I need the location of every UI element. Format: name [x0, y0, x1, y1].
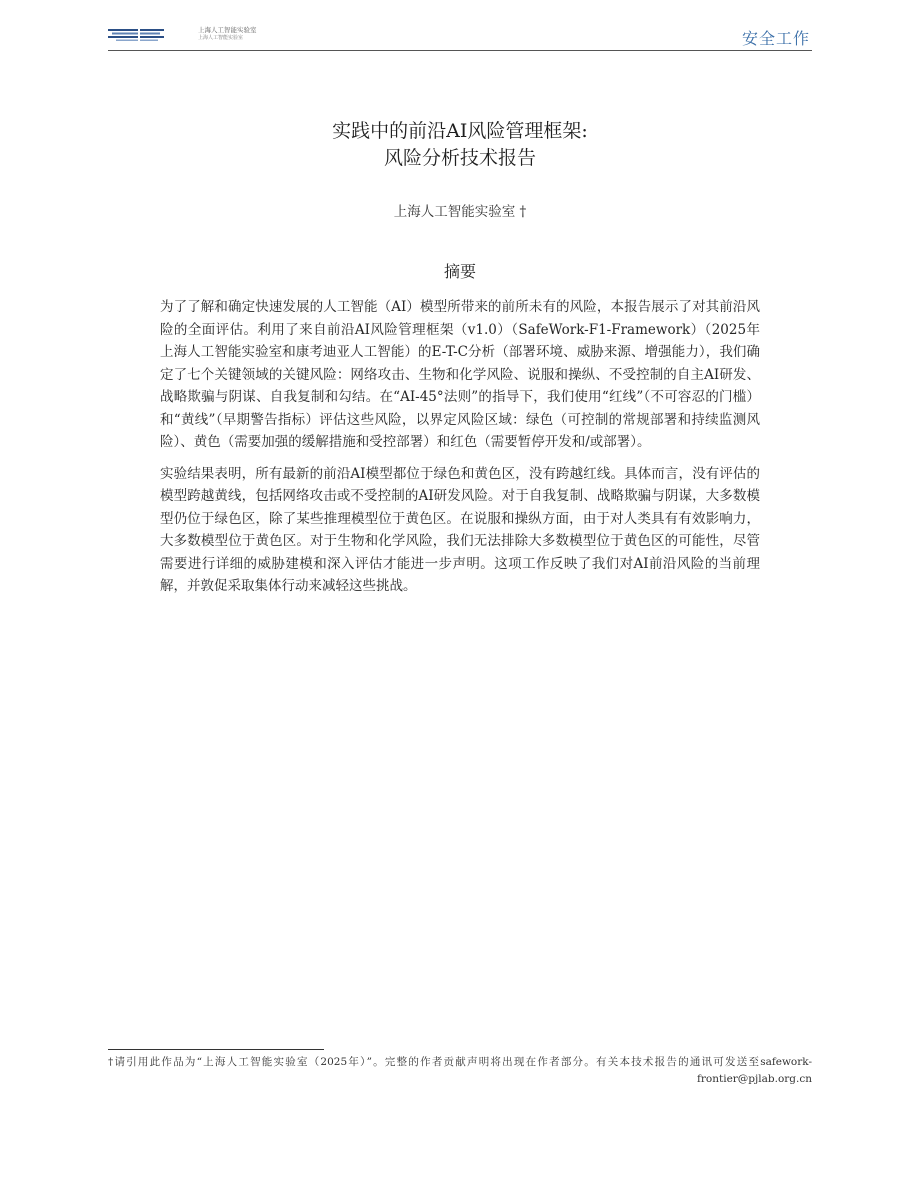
logo-text: [198, 26, 257, 42]
logo-mark-icon: [108, 28, 164, 42]
paper-author: 上海人工智能实验室 †: [393, 204, 527, 220]
abstract-paragraph-2: 实验结果表明，所有最新的前沿AI模型都位于绿色和黄色区，没有跨越红线。具体而言，没有评估的模型跨越黄线，包括网络攻击或不受控制的AI研发风险。对于自我复制、战略欺骗与阴谋，大多数模型仍位于绿色区，除了某些推理模型位于黄色区。在说服和操纵方面，由于对人类具有有效影响力，大多数模型位于黄色区。对于生物和化学风险，我们无法排除大多数模型位于黄色区的可能性，尽管需要进行详细的威胁建模和深入评估才能进一步声明。这项工作反映了我们对AI前沿风险的当前理解，并敦促采取集体行动来减轻这些挑战。: [160, 465, 760, 594]
abstract-paragraph-1: 为了了解和确定快速发展的人工智能（AI）模型所带来的前所未有的风险，本报告展示了对其前沿风险的全面评估。利用了来自前沿AI风险管理框架（v1.0）（SafeWork-F1-Framework）（2025年上海人工智能实验室和康考迪亚人工智能）的E-T-C分析（部署环境、威胁来源、增强能力），我们确定了七个关键领域的关键风险：网络攻击、生物和化学风险、说服和操纵、不受控制的自主AI研发、战略欺骗与阴谋、自我复制和勾结。在“AI-45°法则”的指导下，我们使用“红线”（不可容忍的门槛）和“黄线”（早期警告指标）评估这些风险，以界定风险区域：绿色（可控制的常规部署和持续监测风险）、黄色（需要加强的缓解措施和受控部署）和红色（需要暂停开发和/或部署）。: [160, 299, 760, 450]
abstract-heading: 摘要: [443, 262, 476, 281]
footnote: †请引用此作品为“上海人工智能实验室（2025年）”。完整的作者贡献声明将出现在作者部分。有关本技术报告的通讯可发送至safework-frontier@pjlab.org.cn: [108, 1056, 812, 1085]
footnote-divider: [108, 1049, 324, 1050]
logo-text-cn: 上海人工智能实验室: [198, 26, 257, 34]
page-header: [108, 24, 812, 51]
header-section-title: 安全工作: [741, 29, 810, 48]
logo-text-secondary: 上海人工智能实验室: [198, 35, 244, 41]
paper-title-line-1: 实践中的前沿AI风险管理框架:: [332, 120, 588, 142]
abstract-body: [160, 296, 760, 607]
shanghai-ai-lab-logo: [108, 26, 288, 44]
paper-title-line-2: 风险分析技术报告: [383, 147, 536, 169]
paper-title: [0, 118, 920, 172]
